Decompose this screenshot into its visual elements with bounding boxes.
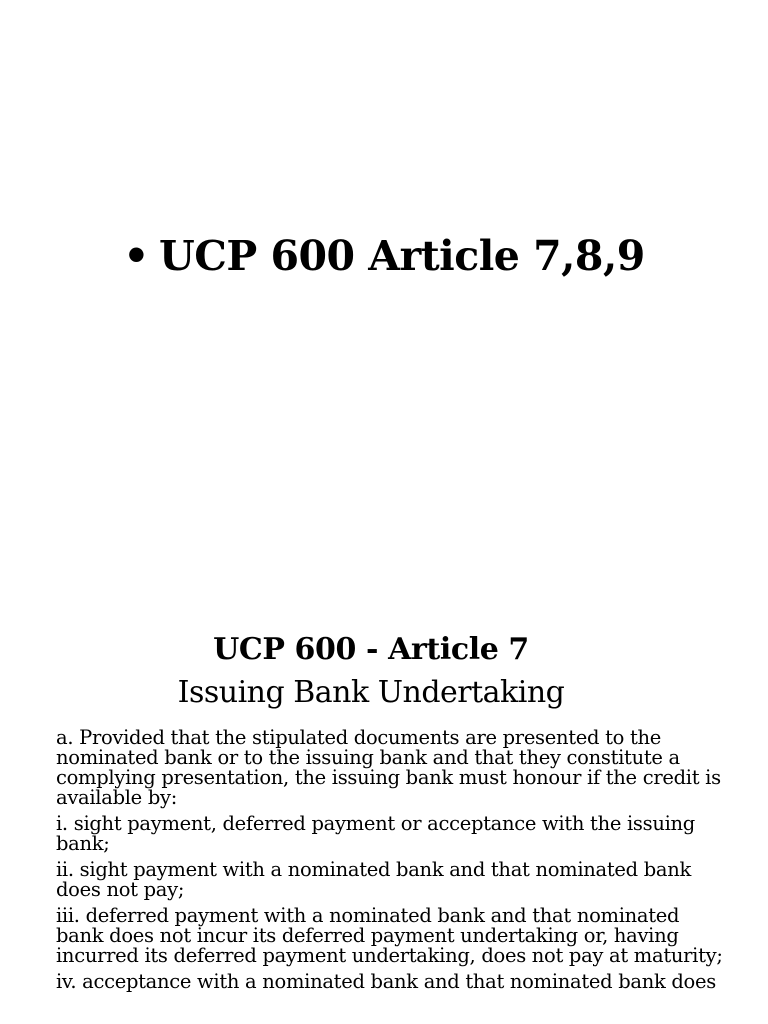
slide-1-title [0, 226, 768, 286]
paragraph-iii: iii. deferred payment with a nominated bank and that nominated bank does not incur its deferred payment undertaking or, having incurred its deferred payment undertaking, does not pay at maturity; [56, 904, 723, 967]
paragraph-a: a. Provided that the stipulated documents are presented to the nominated bank or to the issuing bank and that they constitute a complying presentation, the issuing bank must honour if the credit is available by: [56, 726, 721, 809]
article-subheading: Issuing Bank Undertaking [177, 675, 565, 710]
slide-2 [0, 576, 768, 1024]
title-text: UCP 600 Article 7,8,9 [158, 232, 645, 280]
paragraph-iv: iv. acceptance with a nominated bank and that nominated bank does [56, 970, 716, 993]
paragraph-i: i. sight payment, deferred payment or acceptance with the issuing bank; [56, 812, 695, 855]
bullet-point: • [123, 232, 149, 280]
article-heading: UCP 600 - Article 7 [213, 632, 529, 667]
article-body [56, 728, 724, 998]
paragraph-ii: ii. sight payment with a nominated bank and that nominated bank does not pay; [56, 858, 692, 901]
